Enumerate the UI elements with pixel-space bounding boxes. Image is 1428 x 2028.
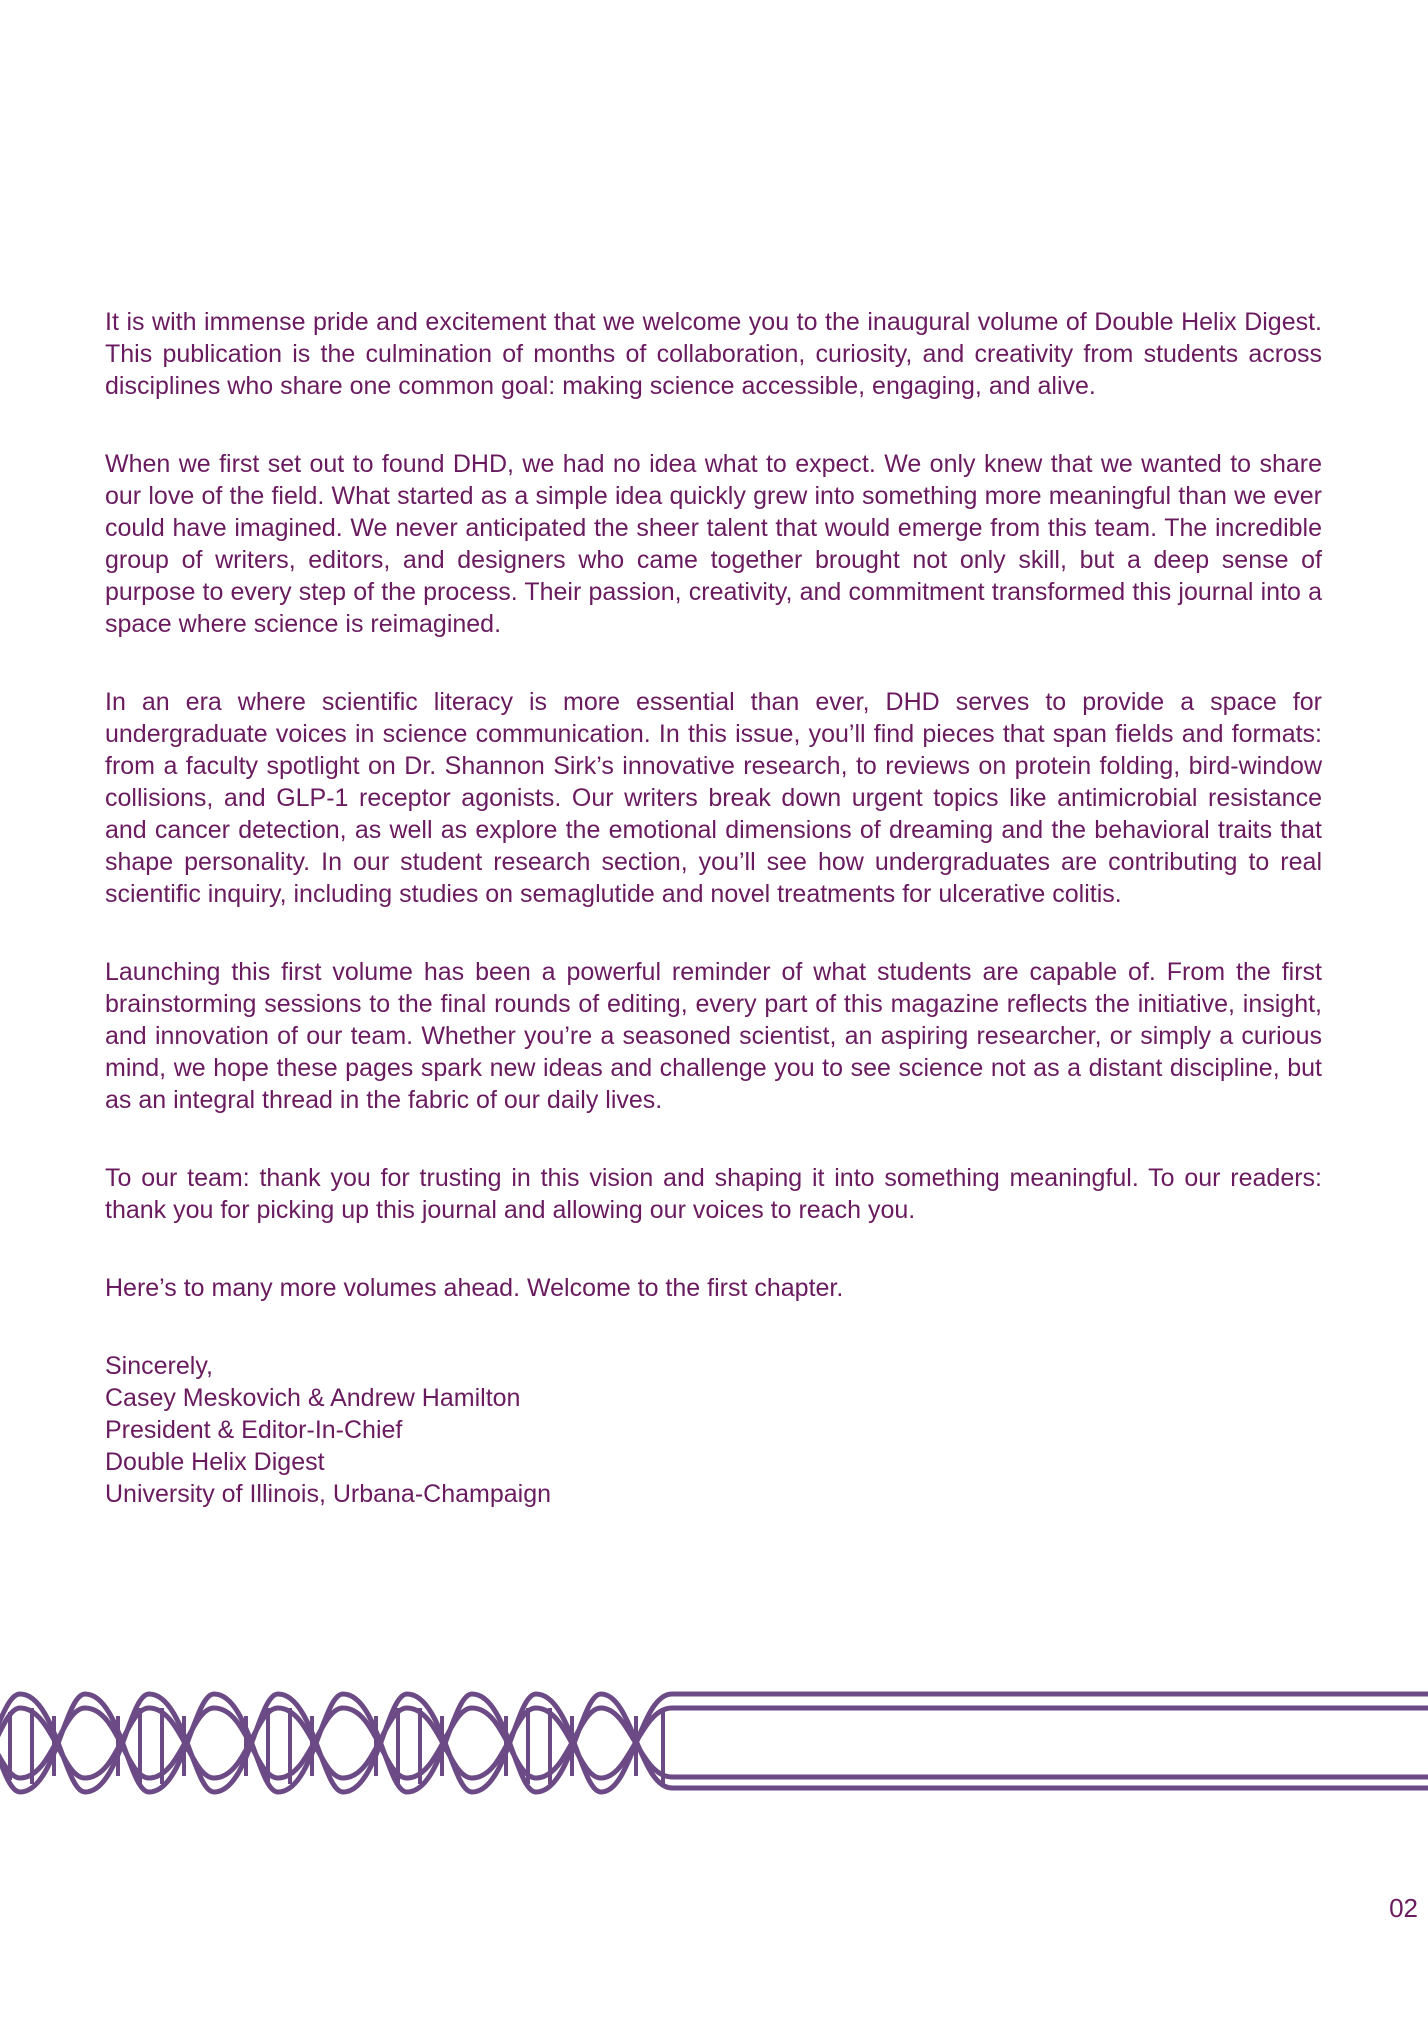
letter-paragraph-2: When we first set out to found DHD, we had no idea what to expect. We only knew that we wanted to share our love of the field. What started as a simple idea quickly grew into something more meaningful than we ever could have imagined. We never anticipated the sheer talent that would emerge from this team. The incredible group of writers, editors, and designers who came together brought not only skill, but a deep sense of purpose to every step of the process. Their passion, creativity, and commitment transformed this journal into a space where science is reimagined. xyxy=(105,450,1322,638)
letter-paragraph-4: Launching this first volume has been a powerful reminder of what students are capable of. From the first brainstorming sessions to the final rounds of editing, every part of this magazine reflects the initiative, insight, and innovation of our team. Whether you’re a seasoned scientist, an aspiring researcher, or simply a curious mind, we hope these pages spark new ideas and challenge you to see science not as a distant discipline, but as an integral thread in the fabric of our daily lives. xyxy=(105,958,1322,1114)
letter-paragraph-3: In an era where scientific literacy is more essential than ever, DHD serves to provide a space for undergraduate voices in science communication. In this issue, you’ll find pieces that span fields and formats: from a faculty spotlight on Dr. Shannon Sirk’s innovative research, to reviews on protein folding, bird-window collisions, and GLP-1 receptor agonists. Our writers break down urgent topics like antimicrobial resistance and cancer detection, as well as explore the emotional dimensions of dreaming and the behavioral traits that shape personality. In our student research section, you’ll see how undergraduates are contributing to real scientific inquiry, including studies on semaglutide and novel treatments for ulcerative colitis. xyxy=(105,688,1322,908)
signature-block xyxy=(105,1350,1322,1510)
signature-title: President & Editor-In-Chief xyxy=(105,1416,403,1444)
signature-institution: University of Illinois, Urbana-Champaign xyxy=(105,1480,552,1508)
letter-paragraph-1: It is with immense pride and excitement that we welcome you to the inaugural volume of Double Helix Digest. This publication is the culmination of months of collaboration, curiosity, and creativity from students across disciplines who share one common goal: making science accessible, engaging, and alive. xyxy=(105,308,1322,400)
letter-paragraph-6: Here’s to many more volumes ahead. Welcome to the first chapter. xyxy=(105,1274,844,1302)
editors-letter xyxy=(105,306,1322,1510)
letter-paragraph-5: To our team: thank you for trusting in this vision and shaping it into something meaningful. To our readers: thank you for picking up this journal and allowing our voices to reach you. xyxy=(105,1164,1322,1224)
signature-closing: Sincerely, xyxy=(105,1352,213,1380)
signature-names: Casey Meskovich & Andrew Hamilton xyxy=(105,1384,521,1412)
signature-organization: Double Helix Digest xyxy=(105,1448,325,1476)
page-number: 02 xyxy=(1389,1893,1418,1923)
dna-helix-icon xyxy=(0,1680,1428,1810)
